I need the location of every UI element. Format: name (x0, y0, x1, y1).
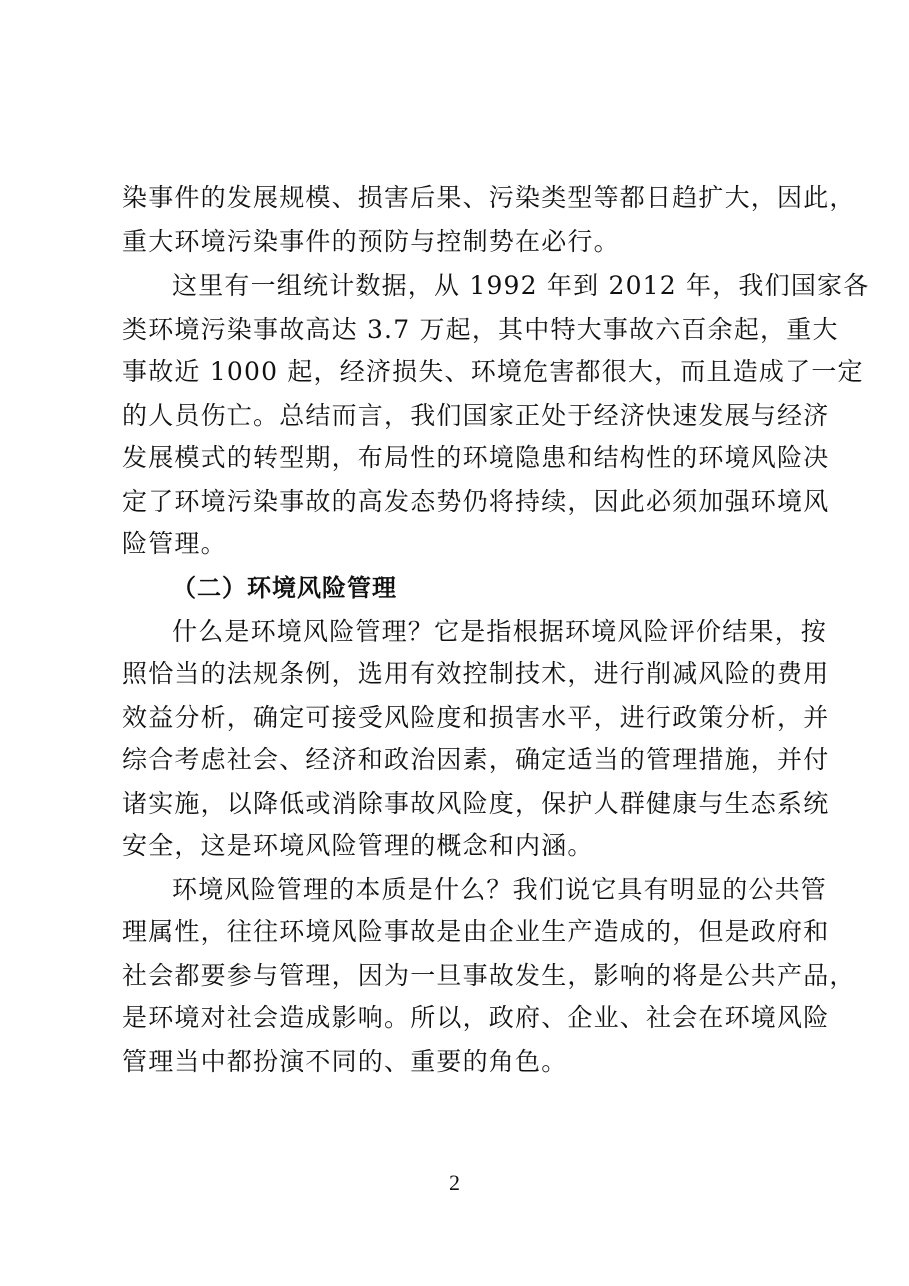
paragraph-3-line-5: 诸实施，以降低或消除事故风险度，保护人群健康与生态系统 (122, 789, 830, 818)
paragraph-2-line-7: 险管理。 (122, 529, 227, 558)
paragraph-3-line-1: 什么是环境风险管理？它是指根据环境风险评价结果，按 (172, 617, 828, 646)
paragraph-1-line-1: 染事件的发展规模、损害后果、污染类型等都日趋扩大，因此， (122, 183, 856, 212)
paragraph-2-line-5: 发展模式的转型期，布局性的环境隐患和结构性的环境风险决 (122, 443, 830, 472)
paragraph-2-line-4: 的人员伤亡。总结而言，我们国家正处于经济快速发展与经济 (122, 401, 830, 430)
paragraph-2-line-3: 事故近 1000 起，经济损失、环境危害都很大，而且造成了一定 (122, 357, 864, 386)
paragraph-4-line-2: 理属性，往往环境风险事故是由企业生产造成的，但是政府和 (122, 917, 830, 946)
paragraph-4-line-4: 是环境对社会造成影响。所以，政府、企业、社会在环境风险 (122, 1003, 830, 1032)
section-heading: （二）环境风险管理 (172, 574, 397, 602)
paragraph-3-line-3: 效益分析，确定可接受风险度和损害水平，进行政策分析，并 (122, 703, 830, 732)
paragraph-4-line-5: 管理当中都扮演不同的、重要的角色。 (122, 1047, 568, 1076)
paragraph-2-line-1: 这里有一组统计数据，从 1992 年到 2012 年，我们国家各 (172, 271, 870, 300)
paragraph-1-line-2: 重大环境污染事件的预防与控制势在必行。 (122, 227, 620, 256)
paragraph-4-line-3: 社会都要参与管理，因为一旦事故发生，影响的将是公共产品， (122, 961, 856, 990)
paragraph-3-line-2: 照恰当的法规条例，选用有效控制技术，进行削减风险的费用 (122, 659, 830, 688)
paragraph-3-line-4: 综合考虑社会、经济和政治因素，确定适当的管理措施，并付 (122, 745, 830, 774)
paragraph-2-line-2: 类环境污染事故高达 3.7 万起，其中特大事故六百余起，重大 (122, 315, 839, 344)
paragraph-3-line-6: 安全，这是环境风险管理的概念和内涵。 (122, 831, 594, 860)
paragraph-2-line-6: 定了环境污染事故的高发态势仍将持续，因此必须加强环境风 (122, 487, 830, 516)
page-number: 2 (449, 1170, 460, 1195)
paragraph-4-line-1: 环境风险管理的本质是什么？我们说它具有明显的公共管 (172, 875, 828, 904)
